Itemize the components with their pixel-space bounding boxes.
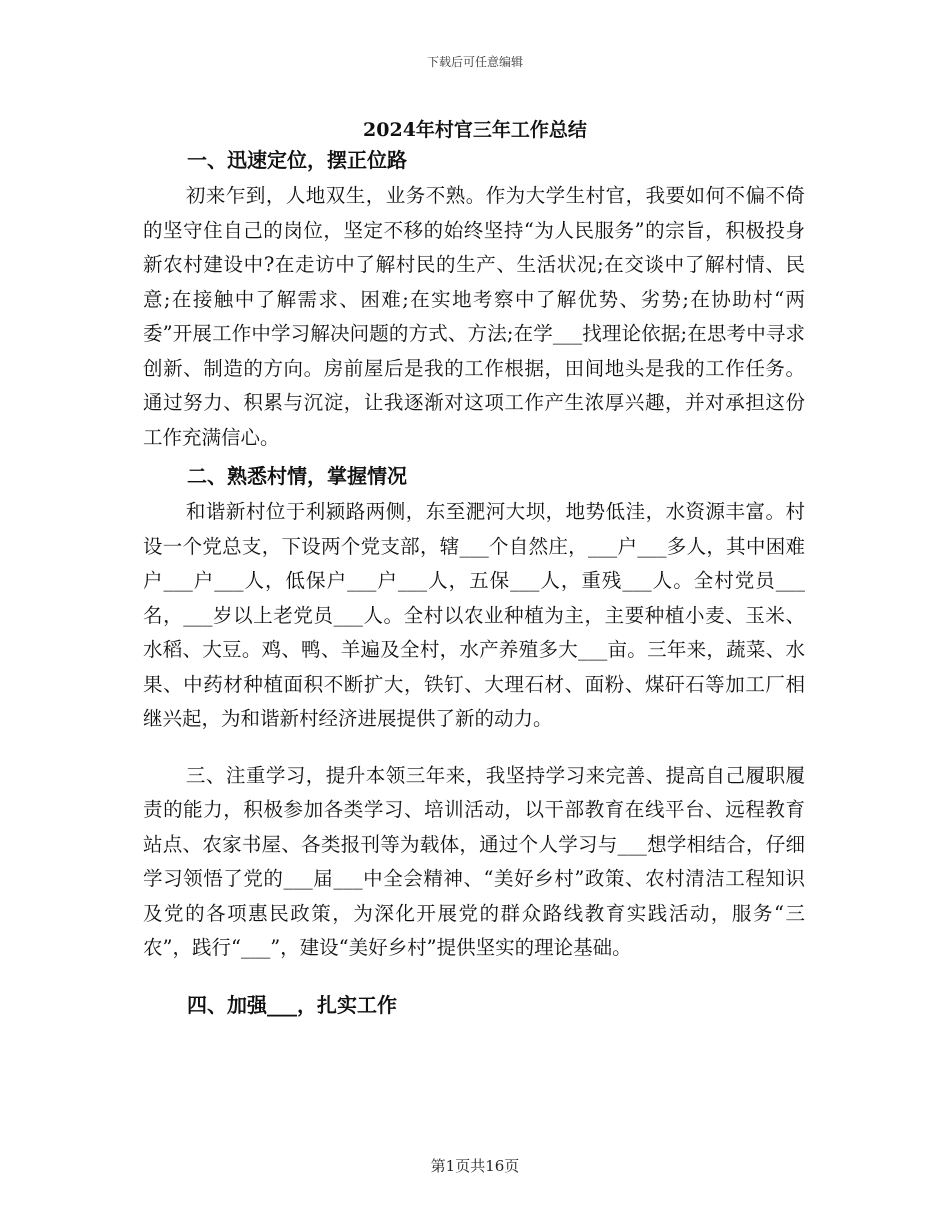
section-3-paragraph: 三、注重学习，提升本领三年来，我坚持学习来完善、提高自己履职履责的能力，积极参加各类学习、培训活动，以干部教育在线平台、远程教育站点、农家书屋、各类报刊等为载体，通过个人学习与___想学相结合，仔细学习领悟了党的___届___中全会精神、“美好乡村”政策、农村清洁工程知识及党的各项惠民政策，为深化开展党的群众路线教育实践活动，服务“三农”，践行“___”，建设“美好乡村”提供坚实的理论基础。 xyxy=(143,763,805,959)
section-4-heading: 四、加强___，扎实工作 xyxy=(187,992,397,1017)
document-title: 2024年村官三年工作总结 xyxy=(363,119,587,141)
page-footer: 第1页共16页 xyxy=(430,1157,520,1175)
header-note: 下载后可任意编辑 xyxy=(426,55,523,69)
section-1-heading: 一、迅速定位，摆正位路 xyxy=(187,148,407,172)
section-1-paragraph: 初来乍到，人地双生，业务不熟。作为大学生村官，我要如何不偏不倚的坚守住自己的岗位，坚定不移的始终坚持“为人民服务”的宗旨，积极投身新农村建设中?在走访中了解村民的生产、生活状况;在交谈中了解村情、民意;在接触中了解需求、困难;在实地考察中了解优势、劣势;在协助村“两委”开展工作中学习解决问题的方式、方法;在学___找理论依据;在思考中寻求创新、制造的方向。房前屋后是我的工作根据，田间地头是我的工作任务。通过努力、积累与沉淀，让我逐渐对这项工作产生浓厚兴趣，并对承担这份工作充满信心。 xyxy=(143,184,805,449)
section-2-heading: 二、熟悉村情，掌握情况 xyxy=(187,464,407,488)
section-2-paragraph: 和谐新村位于利颍路两侧，东至淝河大坝，地势低洼，水资源丰富。村设一个党总支，下设两个党支部，辖___个自然庄，___户___多人，其中困难户___户___人，低保户___户___人，五保___人，重残___人。全村党员___名，___岁以上老党员___人。全村以农业种植为主，主要种植小麦、玉米、水稻、大豆。鸡、鸭、羊遍及全村，水产养殖多大___亩。三年来，蔬菜、水果、中药材种植面积不断扩大，铁钉、大理石材、面粉、煤矸石等加工厂相继兴起，为和谐新村经济进展提供了新的动力。 xyxy=(143,500,805,730)
document-body xyxy=(143,143,805,1024)
